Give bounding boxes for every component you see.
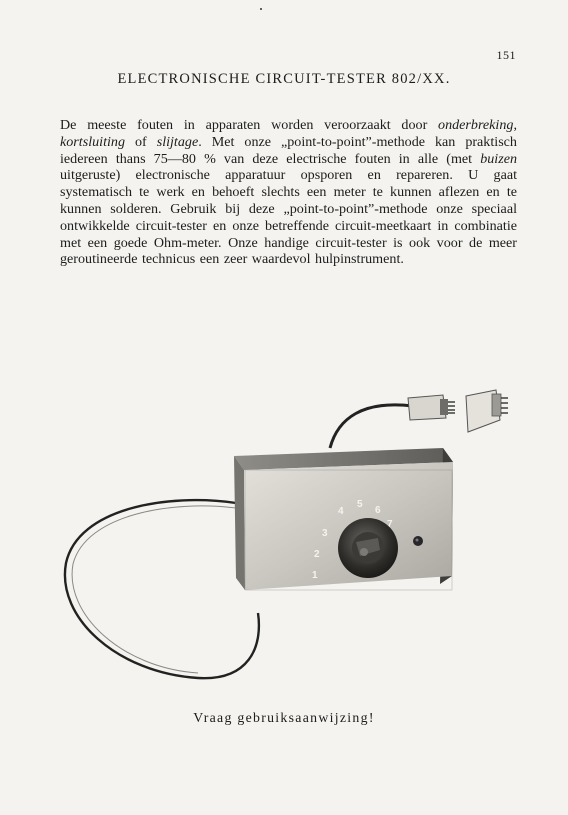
loop-cable — [65, 500, 259, 678]
body-text-segment: of — [125, 133, 157, 150]
caption: Vraag gebruiksaanwijzing! — [193, 710, 375, 725]
selector-knob — [338, 518, 398, 578]
page-title: ELECTRONISCHE CIRCUIT-TESTER 802/XX. — [117, 71, 451, 87]
circuit-tester-illustration — [48, 378, 548, 688]
dial-number-2: 2 — [314, 549, 320, 560]
dial-number-4: 4 — [338, 506, 344, 517]
dial-number-5: 5 — [357, 499, 363, 510]
emphasis-buizen: buizen — [480, 150, 517, 167]
body-text-segment: De meeste fouten in apparaten worden veroorzaakt door — [60, 117, 428, 133]
plug-right — [466, 390, 508, 432]
plug-left — [408, 395, 455, 420]
page-number: 151 — [496, 48, 516, 62]
dial-number-7: 7 — [387, 519, 393, 530]
emphasis-onderbreking: onderbreking — [438, 117, 514, 133]
emphasis-kortsluiting: kortsluiting — [60, 133, 125, 150]
body-text-segment: , — [513, 117, 517, 133]
tester-box — [234, 448, 453, 590]
cable-to-plug — [330, 405, 413, 448]
dial-number-6: 6 — [375, 505, 381, 516]
dial-number-3: 3 — [322, 528, 328, 539]
circuit-tester-photo — [48, 378, 548, 688]
body-text-segment: . Met onze „point-to-point”-methode kan praktisch iedereen thans 75—80 % van deze electrische fouten in alle (met — [60, 133, 517, 167]
body-paragraph — [60, 117, 517, 268]
dial-number-1: 1 — [312, 570, 318, 581]
speck — [260, 8, 262, 10]
emphasis-slijtage: slijtage — [156, 133, 199, 150]
loop-cable-shadow — [72, 506, 236, 673]
body-text-segment: uitgeruste) electronische apparatuur opsporen en repareren. U gaat systematisch te werk en behoeft slechts een meter te kunnen aflezen en te kunnen solderen. Gebruik bij deze „point-to-point”-methode onze speciaal ontwikkelde circuit-tester en onze betreffende circuit-meetkaart in combinatie met een goede Ohm-meter. Onze handige circuit-tester is ook voor de meer geroutineerde technicus een zeer waardevol hulpinstrument. — [60, 167, 517, 268]
